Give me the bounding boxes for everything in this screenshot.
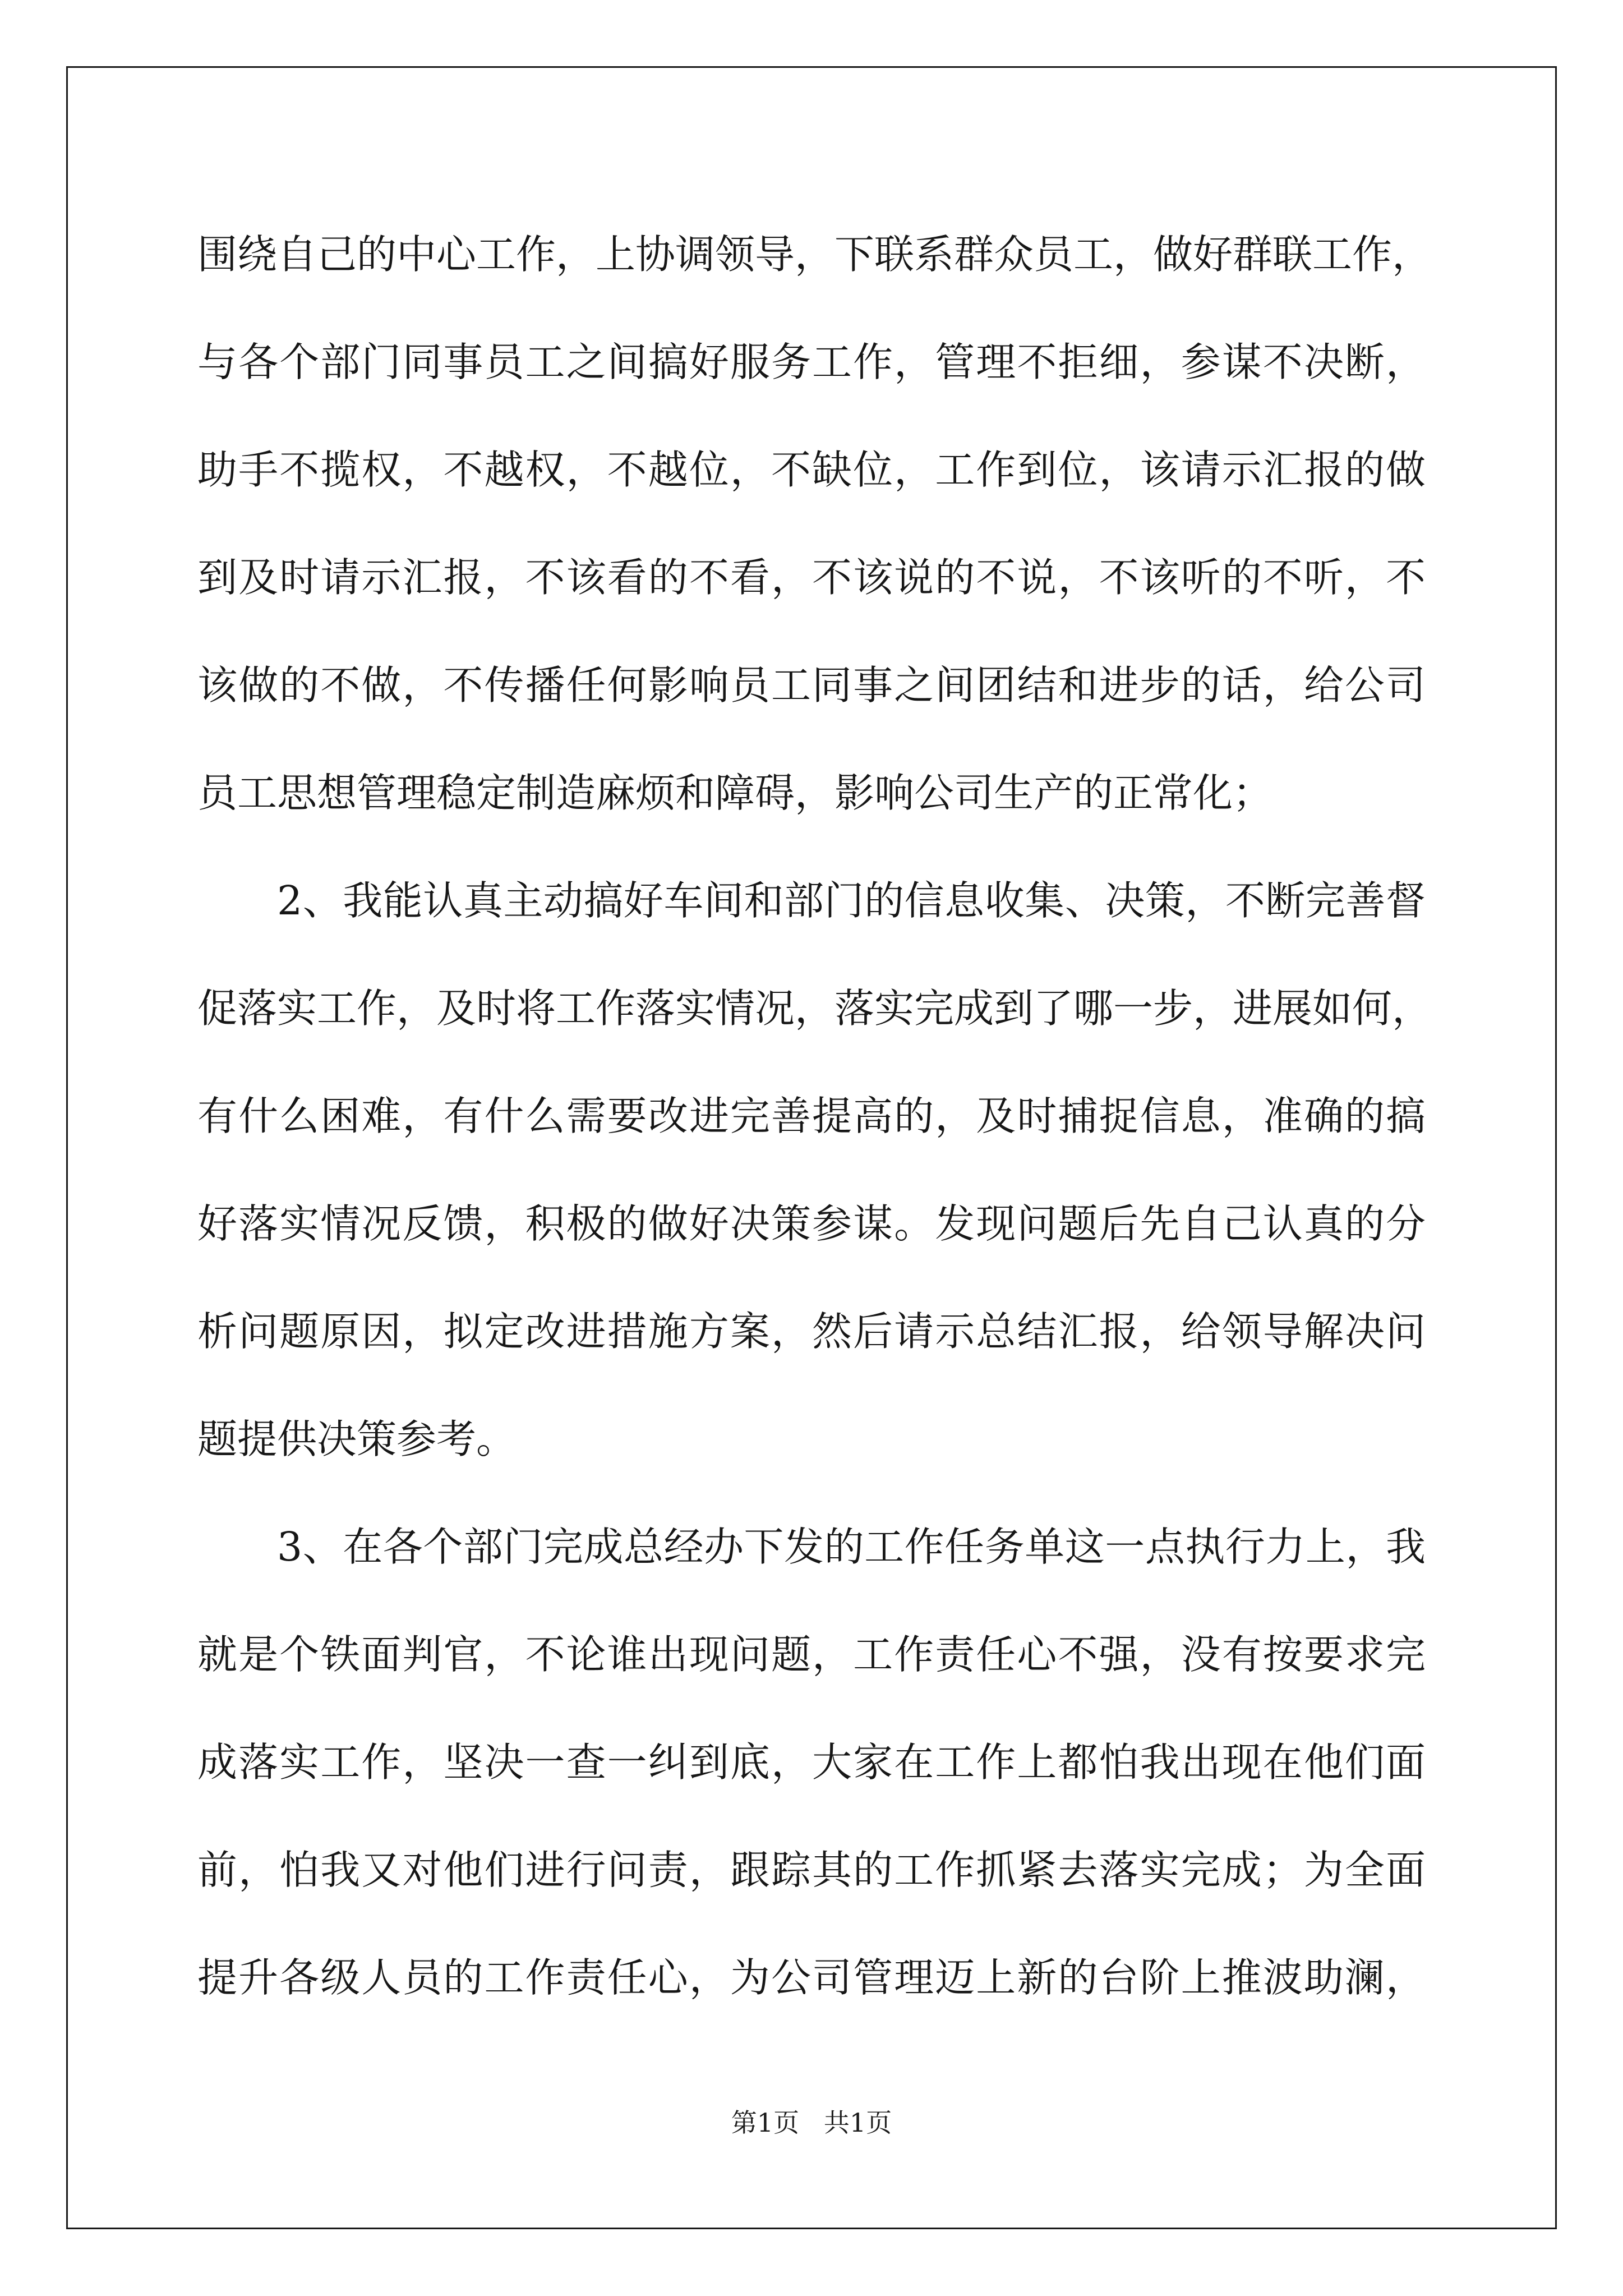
- document-body: [197, 201, 1432, 2032]
- text-line: 员工思想管理稳定制造麻烦和障碍，影响公司生产的正常化；: [197, 770, 1273, 816]
- text-line: 前，怕我又对他们进行问责，跟踪其的工作抓紧去落实完成；为全面: [197, 1847, 1426, 1893]
- text-line: 该做的不做，不传播任何影响员工同事之间团结和进步的话，给公司: [197, 662, 1426, 708]
- text-line: 到及时请示汇报，不该看的不看，不该说的不说，不该听的不听，不: [197, 554, 1426, 601]
- text-line: 助手不揽权，不越权，不越位，不缺位，工作到位，该请示汇报的做: [197, 447, 1426, 493]
- text-line: 成落实工作，坚决一查一纠到底，大家在工作上都怕我出现在他们面: [197, 1739, 1426, 1786]
- text-line: 提升各级人员的工作责任心，为公司管理迈上新的台阶上推波助澜，: [197, 1954, 1426, 2001]
- text-line: 促落实工作，及时将工作落实情况，落实完成到了哪一步，进展如何，: [197, 985, 1432, 1032]
- text-line: 与各个部门同事员工之间搞好服务工作，管理不拒细，参谋不决断，: [197, 339, 1426, 385]
- text-line: 围绕自己的中心工作，上协调领导，下联系群众员工，做好群联工作，: [197, 231, 1432, 278]
- paragraph-start-line: 2、我能认真主动搞好车间和部门的信息收集、决策，不断完善督: [277, 877, 1426, 924]
- text-line: 有什么困难，有什么需要改进完善提高的，及时捕捉信息，准确的搞: [197, 1093, 1426, 1139]
- paragraph-start-line: 3、在各个部门完成总经办下发的工作任务单这一点执行力上，我: [277, 1524, 1426, 1570]
- page-number-footer: 第1页 共1页: [731, 2108, 892, 2138]
- text-line: 就是个铁面判官，不论谁出现问题，工作责任心不强，没有按要求完: [197, 1631, 1426, 1678]
- text-line: 题提供决策参考。: [197, 1416, 517, 1462]
- text-line: 析问题原因，拟定改进措施方案，然后请示总结汇报，给领导解决问: [197, 1308, 1426, 1355]
- text-line: 好落实情况反馈，积极的做好决策参谋。发现问题后先自己认真的分: [197, 1200, 1426, 1247]
